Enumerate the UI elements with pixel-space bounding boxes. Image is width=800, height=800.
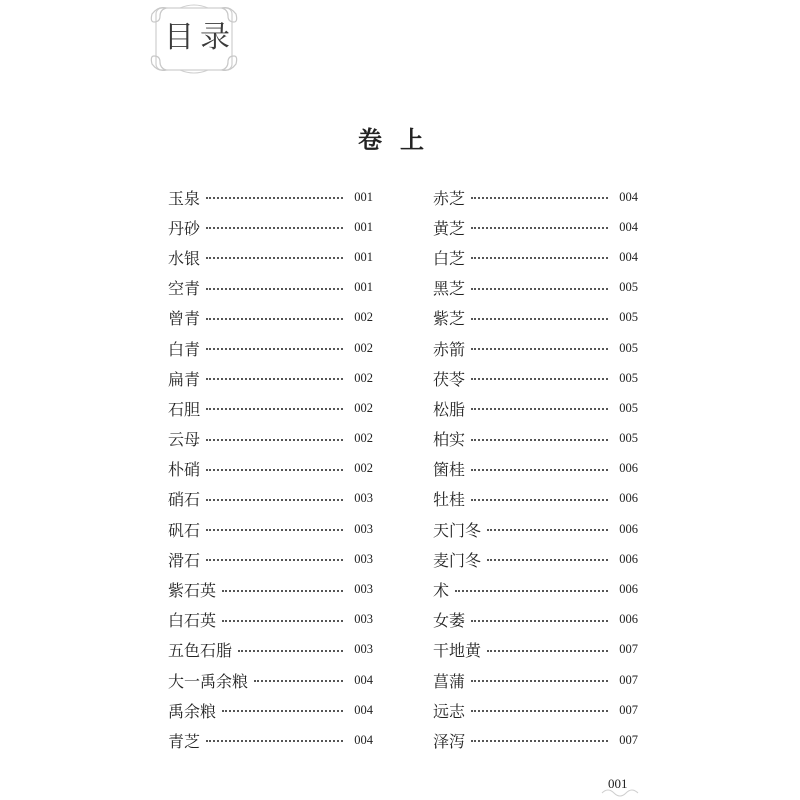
toc-entry-page: 005: [619, 340, 638, 355]
toc-entry-name: 白芝: [433, 248, 466, 268]
footer-ornament-icon: [600, 788, 640, 798]
leader-dots: [222, 710, 343, 712]
toc-entry[interactable]: [433, 665, 638, 695]
leader-dots: [471, 499, 608, 501]
leader-dots: [471, 620, 608, 622]
toc-entry-name: 术: [433, 581, 450, 601]
leader-dots: [206, 378, 343, 380]
toc-entry-page: 004: [619, 189, 638, 204]
leader-dots: [471, 680, 608, 682]
leader-dots: [206, 227, 343, 229]
toc-entry-name: 牡桂: [433, 490, 466, 510]
leader-dots: [206, 288, 343, 290]
toc-entry-page: 007: [619, 672, 638, 687]
toc-entry[interactable]: [168, 333, 373, 363]
toc-entry-page: 002: [354, 461, 373, 476]
page-number: 001: [608, 776, 628, 791]
leader-dots: [206, 257, 343, 259]
toc-entry-name: 矾石: [168, 520, 201, 540]
leader-dots: [471, 378, 608, 380]
toc-entry-page: 004: [619, 219, 638, 234]
toc-entry-name: 麦门冬: [433, 550, 482, 570]
leader-dots: [471, 408, 608, 410]
toc-entry-name: 五色石脂: [168, 641, 233, 661]
toc-entry[interactable]: [168, 695, 373, 725]
toc-entry-name: 曾青: [168, 309, 201, 329]
toc-entry-name: 箘桂: [433, 460, 466, 480]
leader-dots: [471, 348, 608, 350]
toc-entry-name: 紫石英: [168, 581, 217, 601]
toc-entry-name: 天门冬: [433, 520, 482, 540]
toc-entry-page: 003: [354, 491, 373, 506]
toc-entry-name: 赤芝: [433, 188, 466, 208]
toc-entry[interactable]: [168, 484, 373, 514]
leader-dots: [471, 439, 608, 441]
leader-dots: [455, 590, 608, 592]
toc-entry[interactable]: [168, 665, 373, 695]
footer-page-number: [600, 776, 640, 798]
toc-entry-name: 柏实: [433, 430, 466, 450]
toc-entry-page: 006: [619, 551, 638, 566]
leader-dots: [487, 650, 608, 652]
toc-entry-page: 002: [354, 400, 373, 415]
toc-entry-page: 001: [354, 219, 373, 234]
toc-entry-name: 菖蒲: [433, 671, 466, 691]
toc-entry-page: 003: [354, 642, 373, 657]
leader-dots: [222, 620, 343, 622]
toc-entry[interactable]: [433, 484, 638, 514]
toc-entry-name: 云母: [168, 430, 201, 450]
toc-entry[interactable]: [433, 303, 638, 333]
toc-entry-name: 茯苓: [433, 369, 466, 389]
toc-entry-page: 006: [619, 612, 638, 627]
toc-entry-name: 青芝: [168, 731, 201, 751]
toc-entry-name: 松脂: [433, 399, 466, 419]
toc-entry-page: 001: [354, 189, 373, 204]
toc-entry-page: 005: [619, 280, 638, 295]
toc-entry[interactable]: [168, 242, 373, 272]
toc-entry-name: 女萎: [433, 611, 466, 631]
leader-dots: [471, 288, 608, 290]
leader-dots: [206, 408, 343, 410]
toc-entry[interactable]: [168, 182, 373, 212]
leader-dots: [254, 680, 343, 682]
toc-entry-page: 003: [354, 521, 373, 536]
toc-entry[interactable]: [168, 212, 373, 242]
toc-entry-page: 002: [354, 431, 373, 446]
leader-dots: [222, 590, 343, 592]
toc-entry[interactable]: [433, 454, 638, 484]
toc-entry[interactable]: [433, 333, 638, 363]
toc-entry-name: 丹砂: [168, 218, 201, 238]
leader-dots: [471, 710, 608, 712]
toc-entry-name: 朴硝: [168, 460, 201, 480]
leader-dots: [471, 469, 608, 471]
toc-entry-name: 赤箭: [433, 339, 466, 359]
toc-entry-page: 003: [354, 582, 373, 597]
toc-entry-page: 006: [619, 521, 638, 536]
leader-dots: [206, 559, 343, 561]
volume-title: 卷上: [358, 125, 442, 154]
toc-entry[interactable]: [433, 363, 638, 393]
leader-dots: [471, 257, 608, 259]
toc-entry-page: 006: [619, 582, 638, 597]
toc-entry[interactable]: [168, 605, 373, 635]
toc-entry[interactable]: [433, 212, 638, 242]
leader-dots: [206, 439, 343, 441]
leader-dots: [471, 227, 608, 229]
leader-dots: [206, 529, 343, 531]
toc-entry-page: 002: [354, 340, 373, 355]
toc-entry-page: 003: [354, 551, 373, 566]
toc-entry[interactable]: [433, 605, 638, 635]
toc-entry-page: 006: [619, 491, 638, 506]
toc-entry[interactable]: [168, 273, 373, 303]
toc-entry-page: 005: [619, 370, 638, 385]
leader-dots: [206, 318, 343, 320]
toc-entry[interactable]: [433, 393, 638, 423]
toc-entry-page: 003: [354, 612, 373, 627]
toc-entry-page: 004: [354, 732, 373, 747]
toc-entry-name: 远志: [433, 701, 466, 721]
toc-entry[interactable]: [433, 544, 638, 574]
toc-entry-page: 007: [619, 732, 638, 747]
toc-entry[interactable]: [168, 393, 373, 423]
leader-dots: [206, 499, 343, 501]
toc-entry-page: 005: [619, 431, 638, 446]
toc-entry-name: 黑芝: [433, 279, 466, 299]
toc-entry-page: 002: [354, 310, 373, 325]
toc-entry-page: 005: [619, 400, 638, 415]
leader-dots: [487, 529, 608, 531]
leader-dots: [471, 740, 608, 742]
toc-entry-name: 硝石: [168, 490, 201, 510]
toc-entry-name: 泽泻: [433, 731, 466, 751]
toc-entry-name: 白石英: [168, 611, 217, 631]
toc-right-column: [433, 182, 638, 756]
toc-entry-page: 005: [619, 310, 638, 325]
toc-entry[interactable]: [168, 574, 373, 604]
leader-dots: [206, 740, 343, 742]
toc-entry-page: 002: [354, 370, 373, 385]
toc-entry-name: 空青: [168, 279, 201, 299]
toc-entry-page: 004: [354, 672, 373, 687]
toc-entry-name: 大一禹余粮: [168, 671, 249, 691]
toc-header-title: 目录: [164, 20, 236, 55]
leader-dots: [471, 318, 608, 320]
toc-entry-name: 玉泉: [168, 188, 201, 208]
toc-entry-name: 扁青: [168, 369, 201, 389]
toc-entry[interactable]: [168, 424, 373, 454]
toc-entry-page: 006: [619, 461, 638, 476]
toc-entry-name: 白青: [168, 339, 201, 359]
toc-entry-page: 004: [619, 249, 638, 264]
toc-entry[interactable]: [433, 182, 638, 212]
toc-entry-name: 黄芝: [433, 218, 466, 238]
leader-dots: [206, 197, 343, 199]
toc-entry[interactable]: [433, 242, 638, 272]
leader-dots: [206, 348, 343, 350]
toc-entry[interactable]: [433, 574, 638, 604]
leader-dots: [206, 469, 343, 471]
toc-entry[interactable]: [168, 363, 373, 393]
toc-entry[interactable]: [168, 635, 373, 665]
toc-entry-name: 禹余粮: [168, 701, 217, 721]
toc-left-column: [168, 182, 373, 756]
toc-entry-name: 石胆: [168, 399, 201, 419]
toc-entry[interactable]: [433, 635, 638, 665]
toc-entry[interactable]: [433, 514, 638, 544]
toc-entry[interactable]: [168, 725, 373, 755]
toc-entry[interactable]: [168, 454, 373, 484]
toc-entry-page: 001: [354, 280, 373, 295]
toc-entry[interactable]: [168, 544, 373, 574]
toc-entry-name: 滑石: [168, 550, 201, 570]
toc-entry[interactable]: [433, 725, 638, 755]
toc-entry-page: 007: [619, 642, 638, 657]
toc-entry-name: 水银: [168, 248, 201, 268]
toc-entry-page: 001: [354, 249, 373, 264]
toc-entry[interactable]: [168, 514, 373, 544]
toc-entry-name: 干地黄: [433, 641, 482, 661]
leader-dots: [471, 197, 608, 199]
toc-entry-name: 紫芝: [433, 309, 466, 329]
toc-entry[interactable]: [168, 303, 373, 333]
toc-entry[interactable]: [433, 424, 638, 454]
toc-entry-page: 007: [619, 702, 638, 717]
leader-dots: [238, 650, 343, 652]
leader-dots: [487, 559, 608, 561]
toc-entry-page: 004: [354, 702, 373, 717]
toc-entry[interactable]: [433, 273, 638, 303]
toc-entry[interactable]: [433, 695, 638, 725]
